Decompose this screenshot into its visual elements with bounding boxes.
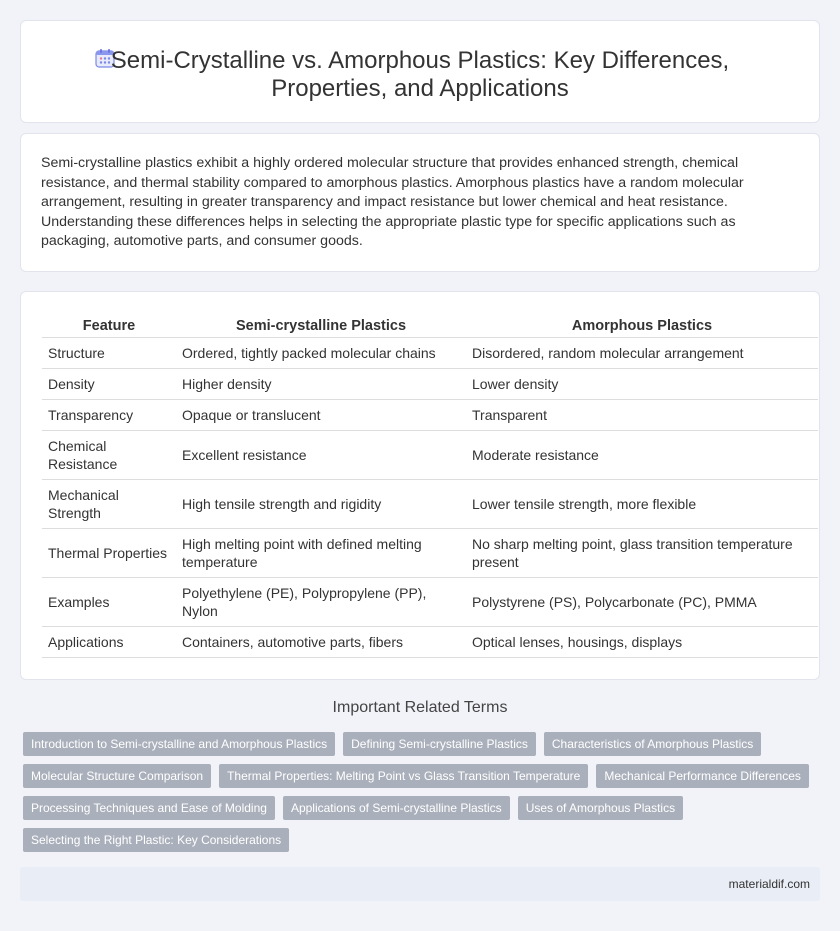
table-row bbox=[42, 338, 818, 369]
table-row bbox=[42, 578, 818, 627]
related-term-tag[interactable]: Applications of Semi-crystalline Plastics bbox=[283, 796, 510, 820]
table-header-row bbox=[42, 316, 818, 338]
related-terms-heading: Important Related Terms bbox=[332, 699, 508, 716]
table-row bbox=[42, 400, 818, 431]
comparison-table bbox=[42, 316, 818, 658]
intro-card bbox=[20, 133, 820, 272]
row-amorphous: Transparent bbox=[466, 400, 818, 431]
header-amorphous: Amorphous Plastics bbox=[466, 316, 818, 338]
related-term-tag[interactable]: Thermal Properties: Melting Point vs Glass Transition Temperature bbox=[219, 764, 588, 788]
table-row bbox=[42, 369, 818, 400]
row-feature: Density bbox=[42, 369, 176, 400]
row-feature: Mechanical Strength bbox=[42, 480, 176, 529]
row-semi-crystalline: Containers, automotive parts, fibers bbox=[176, 627, 466, 658]
row-amorphous: Polystyrene (PS), Polycarbonate (PC), PMMA bbox=[466, 578, 818, 627]
related-term-tag[interactable]: Mechanical Performance Differences bbox=[596, 764, 809, 788]
row-feature: Transparency bbox=[42, 400, 176, 431]
row-feature: Thermal Properties bbox=[42, 529, 176, 578]
row-feature: Structure bbox=[42, 338, 176, 369]
row-semi-crystalline: Polyethylene (PE), Polypropylene (PP), Nylon bbox=[176, 578, 466, 627]
table-row bbox=[42, 529, 818, 578]
related-term-tag[interactable]: Uses of Amorphous Plastics bbox=[518, 796, 683, 820]
row-amorphous: Optical lenses, housings, displays bbox=[466, 627, 818, 658]
footer bbox=[20, 867, 820, 901]
related-term-tag[interactable]: Selecting the Right Plastic: Key Considerations bbox=[23, 828, 289, 852]
related-term-tag[interactable]: Processing Techniques and Ease of Molding bbox=[23, 796, 275, 820]
header-card bbox=[20, 20, 820, 123]
related-term-tag[interactable]: Defining Semi-crystalline Plastics bbox=[343, 732, 536, 756]
row-semi-crystalline: Ordered, tightly packed molecular chains bbox=[176, 338, 466, 369]
table-row bbox=[42, 480, 818, 529]
related-term-tag[interactable]: Molecular Structure Comparison bbox=[23, 764, 211, 788]
row-semi-crystalline: Higher density bbox=[176, 369, 466, 400]
table-row bbox=[42, 431, 818, 480]
page-title: Semi-Crystalline vs. Amorphous Plastics: Key Differences, Properties, and Applications bbox=[110, 47, 730, 102]
footer-site-link[interactable]: materialdif.com bbox=[728, 877, 810, 891]
row-semi-crystalline: Excellent resistance bbox=[176, 431, 466, 480]
row-amorphous: Lower density bbox=[466, 369, 818, 400]
row-feature: Examples bbox=[42, 578, 176, 627]
comparison-table-card bbox=[20, 291, 820, 680]
row-semi-crystalline: High melting point with defined melting temperature bbox=[176, 529, 466, 578]
row-amorphous: Disordered, random molecular arrangement bbox=[466, 338, 818, 369]
header-semi-crystalline: Semi-crystalline Plastics bbox=[176, 316, 466, 338]
header-feature: Feature bbox=[42, 316, 176, 338]
related-term-tag[interactable]: Introduction to Semi-crystalline and Amorphous Plastics bbox=[23, 732, 335, 756]
row-semi-crystalline: High tensile strength and rigidity bbox=[176, 480, 466, 529]
row-feature: Applications bbox=[42, 627, 176, 658]
row-semi-crystalline: Opaque or translucent bbox=[176, 400, 466, 431]
row-amorphous: Lower tensile strength, more flexible bbox=[466, 480, 818, 529]
row-feature: Chemical Resistance bbox=[42, 431, 176, 480]
related-term-tag[interactable]: Characteristics of Amorphous Plastics bbox=[544, 732, 761, 756]
row-amorphous: No sharp melting point, glass transition temperature present bbox=[466, 529, 818, 578]
related-terms-list bbox=[23, 732, 823, 860]
row-amorphous: Moderate resistance bbox=[466, 431, 818, 480]
table-row bbox=[42, 627, 818, 658]
intro-paragraph: Semi-crystalline plastics exhibit a highly ordered molecular structure that provides enhanced strength, chemical resistance, and thermal stability compared to amorphous plastics. Amorphous plastics have a random molecular arrangement, resulting in greater transparency and impact resistance but lower chemical and heat resistance. Understanding these differences helps in selecting the appropriate plastic type for specific applications such as packaging, automotive parts, and consumer goods. bbox=[41, 155, 744, 250]
